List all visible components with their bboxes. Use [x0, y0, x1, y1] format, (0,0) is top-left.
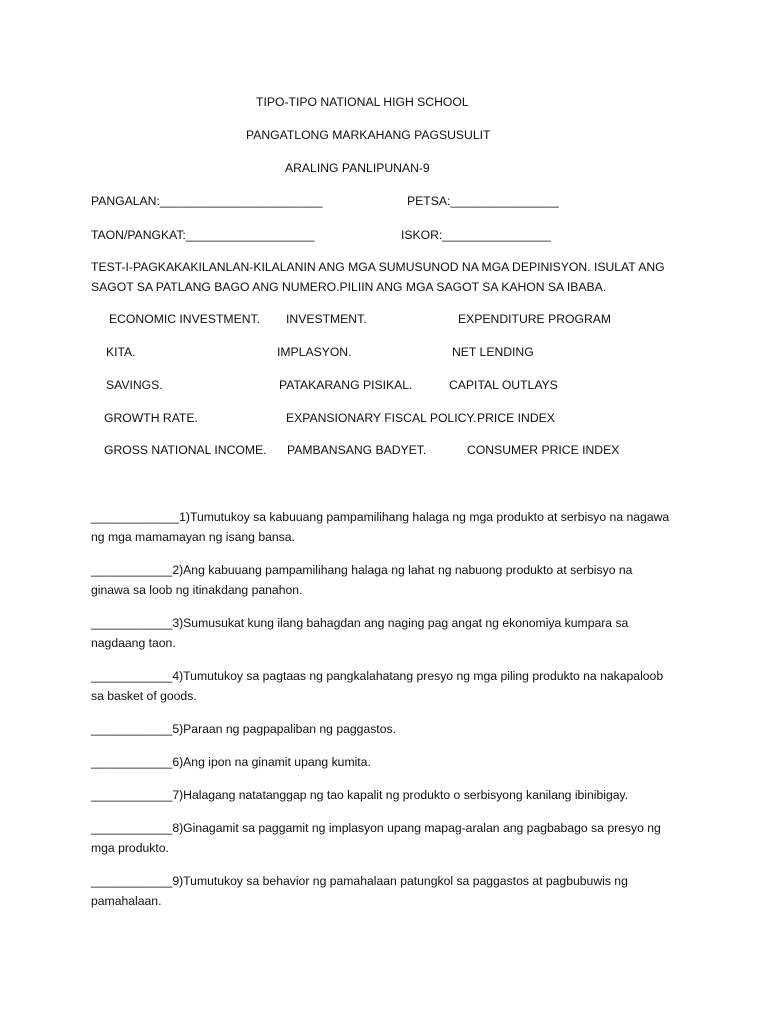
year-section-field[interactable]: TAON/PANGKAT:___________________: [91, 228, 315, 242]
question-item-4[interactable]: [91, 666, 691, 706]
exam-title: PANGATLONG MARKAHANG PAGSUSULIT: [246, 128, 491, 142]
question-text: ____________2)Ang kabuuang pampamilihang halaga ng lahat ng nabuong produkto at serbisyo na: [91, 563, 633, 577]
question-text: ____________3)Sumusukat kung ilang bahagdan ang naging pag angat ng ekonomiya kumpara sa: [91, 616, 629, 630]
instructions: [91, 257, 691, 297]
school-name: TIPO-TIPO NATIONAL HIGH SCHOOL: [256, 95, 469, 109]
question-item-5[interactable]: [91, 719, 691, 739]
question-text: _____________1)Tumutukoy sa kabuuang pampamilihang halaga ng mga produkto at serbisyo na nagawa: [91, 510, 670, 524]
subject-title: ARALING PANLIPUNAN-9: [285, 161, 430, 175]
choice-item: PRICE INDEX: [477, 411, 555, 425]
question-item-6[interactable]: [91, 752, 691, 772]
choice-item: SAVINGS.: [106, 378, 163, 392]
question-text: pamahalaan.: [91, 894, 162, 908]
choice-item: INVESTMENT.: [286, 312, 367, 326]
score-field[interactable]: ISKOR:________________: [401, 228, 551, 242]
question-item-1[interactable]: [91, 507, 691, 547]
instructions-line-1: TEST-I-PAGKAKAKILANLAN-KILALANIN ANG MGA SUMUSUNOD NA MGA DEPINISYON. ISULAT ANG: [91, 260, 665, 274]
question-text: sa basket of goods.: [91, 689, 197, 703]
question-text: ____________9)Tumutukoy sa behavior ng pamahalaan patungkol sa paggastos at pagbubuwis ng: [91, 874, 628, 888]
question-item-7[interactable]: [91, 785, 691, 805]
question-text: ____________7)Halagang natatanggap ng tao kapalit ng produkto o serbisyong kanilang ibinibigay.: [91, 788, 629, 802]
choice-item: EXPANSIONARY FISCAL POLICY.: [286, 411, 477, 425]
question-item-9[interactable]: [91, 871, 691, 911]
question-text: ____________5)Paraan ng pagpapaliban ng paggastos.: [91, 722, 396, 736]
question-text: ____________6)Ang ipon na ginamit upang kumita.: [91, 755, 371, 769]
choice-item: PATAKARANG PISIKAL.: [279, 378, 413, 392]
date-field[interactable]: PETSA:________________: [407, 194, 559, 208]
question-text: mga produkto.: [91, 841, 169, 855]
question-text: ng mga mamamayan ng isang bansa.: [91, 530, 295, 544]
choice-item: CAPITAL OUTLAYS: [449, 378, 558, 392]
name-field[interactable]: PANGALAN:________________________: [91, 194, 323, 208]
choice-item: GROSS NATIONAL INCOME.: [104, 443, 267, 457]
question-text: ____________4)Tumutukoy sa pagtaas ng pangkalahatang presyo ng mga piling produkto na nakapaloob: [91, 669, 664, 683]
choice-item: IMPLASYON.: [277, 345, 352, 359]
choice-item: CONSUMER PRICE INDEX: [467, 443, 620, 457]
question-text: ____________8)Ginagamit sa paggamit ng implasyon upang mapag-aralan ang pagbabago sa presyo ng: [91, 821, 661, 835]
choice-item: PAMBANSANG BADYET.: [287, 443, 427, 457]
question-text: ginawa sa loob ng itinakdang panahon.: [91, 583, 303, 597]
choice-item: EXPENDITURE PROGRAM: [458, 312, 612, 326]
choice-item: ECONOMIC INVESTMENT.: [109, 312, 260, 326]
question-text: nagdaang taon.: [91, 636, 176, 650]
choice-item: GROWTH RATE.: [104, 411, 198, 425]
question-item-3[interactable]: [91, 613, 691, 653]
question-item-8[interactable]: [91, 818, 691, 858]
choice-item: KITA.: [106, 345, 136, 359]
instructions-line-2: SAGOT SA PATLANG BAGO ANG NUMERO.PILIIN ANG MGA SAGOT SA KAHON SA IBABA.: [91, 280, 607, 294]
choice-item: NET LENDING: [452, 345, 534, 359]
question-item-2[interactable]: [91, 560, 691, 600]
